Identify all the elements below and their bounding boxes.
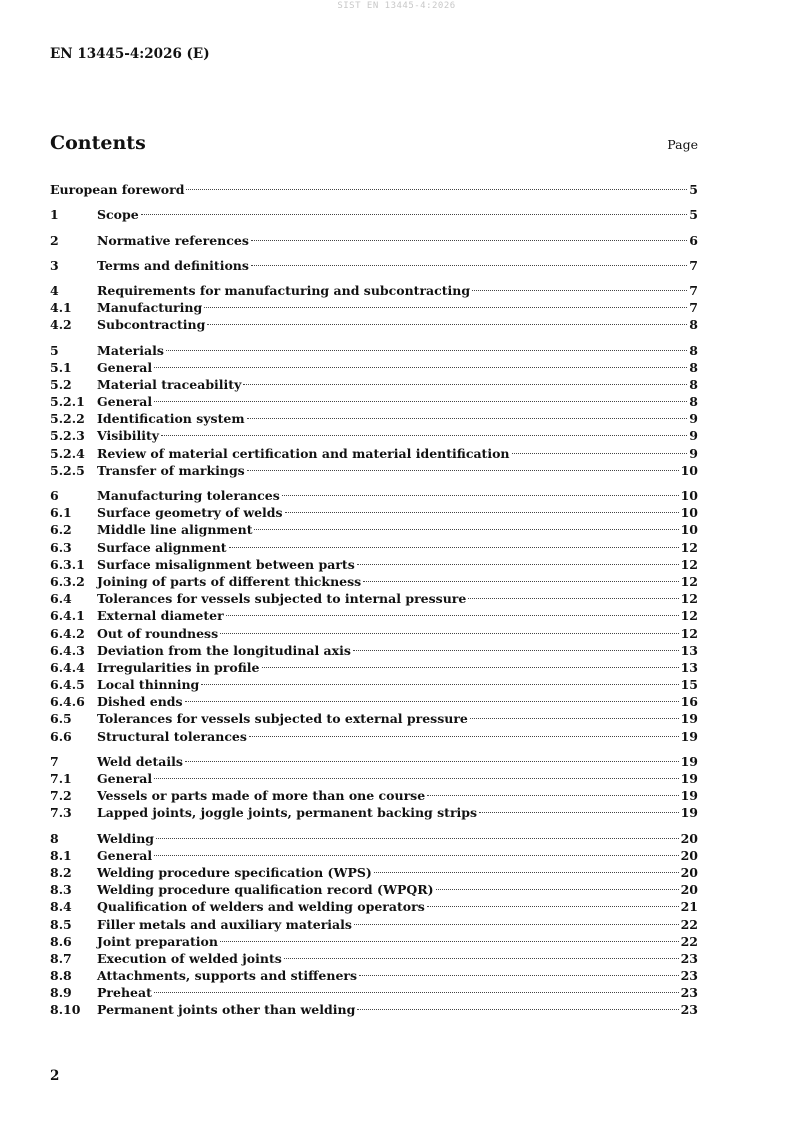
toc-entry-page: 22 [680, 916, 698, 932]
toc-entry-page: 19 [680, 805, 698, 821]
dot-leader [141, 197, 688, 215]
toc-entry-page: 12 [680, 608, 698, 624]
toc-entry-title: General [97, 359, 153, 375]
toc-entry-title: Subcontracting [97, 317, 206, 333]
toc-entry-title: Surface alignment [97, 539, 227, 555]
toc-entry-page: 6 [689, 232, 698, 248]
dot-leader [226, 598, 679, 616]
toc-entry-number: 8.1 [50, 847, 72, 863]
dot-leader [154, 975, 679, 993]
toc-entry-page: 7 [689, 282, 698, 298]
toc-entry-page: 7 [689, 300, 698, 316]
dot-leader [220, 615, 678, 633]
toc-entry-title: Tolerances for vessels subjected to internal pressure [97, 591, 467, 607]
toc-entry-title: Welding procedure qualification record (WPQR) [97, 882, 434, 898]
dot-leader [282, 478, 679, 496]
toc-entry-page: 8 [689, 359, 698, 375]
toc-entry-number: 8.6 [50, 933, 72, 949]
toc-entry-number: 7.1 [50, 771, 72, 786]
toc-entry-number: 3 [50, 257, 59, 273]
dot-leader [154, 761, 678, 779]
dot-leader [512, 435, 688, 453]
toc-entry-number: 6.3.2 [50, 573, 85, 589]
toc-entry-number: 5.2.3 [50, 428, 85, 444]
toc-entry-title: Weld details [97, 753, 183, 769]
toc-entry-number: 6.4 [50, 591, 72, 607]
toc-entry-number: 7 [50, 753, 59, 769]
toc-entry-number: 5.2.1 [50, 394, 85, 410]
dot-leader [472, 273, 687, 291]
toc-entry-number: 6.4.4 [50, 659, 85, 675]
toc-entry-page: 8 [689, 394, 698, 410]
toc-entry-title: Lapped joints, joggle joints, permanent backing strips [97, 805, 478, 821]
toc-entry-title: Manufacturing [97, 300, 203, 316]
toc-entry-page: 23 [680, 985, 698, 1001]
toc-entry-title: Materials [97, 342, 164, 358]
toc-entry-page: 8 [689, 317, 698, 333]
table-of-contents [50, 176, 698, 1018]
toc-entry-page: 20 [680, 847, 698, 863]
toc-entry-number: 8.5 [50, 916, 72, 932]
dot-leader [207, 307, 687, 325]
toc-entry-title: Welding procedure specification (WPS) [97, 864, 372, 880]
dot-leader [220, 924, 679, 942]
dot-leader [156, 820, 679, 838]
toc-entry-page: 23 [680, 950, 698, 966]
toc-entry-number: 7.3 [50, 805, 72, 821]
dot-leader [166, 332, 687, 350]
toc-entry-title: Identification system [97, 411, 245, 427]
toc-entry-number: 8.8 [50, 968, 72, 984]
toc-entry-number: 5 [50, 342, 59, 358]
toc-entry-number: 6.4.3 [50, 642, 85, 658]
toc-entry-page: 16 [680, 694, 698, 710]
toc-entry-title: Material traceability [97, 376, 242, 392]
toc-entry-page: 22 [680, 933, 698, 949]
toc-entry-page: 12 [680, 539, 698, 555]
toc-entry-title: Tolerances for vessels subjected to external pressure [97, 711, 468, 727]
dot-leader [254, 512, 678, 530]
toc-entry-page: 8 [689, 376, 698, 392]
toc-entry-number: 7.2 [50, 788, 72, 804]
toc-entry-title: Filler metals and auxiliary materials [97, 916, 352, 932]
dot-leader [479, 795, 679, 813]
dot-leader [363, 564, 678, 582]
dot-leader [154, 350, 687, 368]
dot-leader [427, 889, 679, 907]
dot-leader [249, 718, 679, 736]
dot-leader [154, 384, 687, 402]
toc-entry-title: General [97, 394, 153, 410]
toc-entry-title: Requirements for manufacturing and subcontracting [97, 282, 471, 298]
dot-leader [468, 581, 678, 599]
toc-entry-page: 23 [680, 968, 698, 984]
dot-leader [185, 744, 679, 762]
toc-entry-title: Review of material certification and material identification [97, 445, 510, 461]
toc-entry-number: 5.1 [50, 359, 72, 375]
toc-entry-title: Qualification of welders and welding operators [97, 899, 425, 915]
dot-leader [186, 172, 687, 190]
watermark-text: SIST EN 13445-4:2026 [337, 1, 456, 11]
toc-entry-page: 12 [680, 591, 698, 607]
toc-entry-page: 15 [680, 677, 698, 693]
toc-entry[interactable] [50, 226, 698, 248]
toc-entry-page: 21 [680, 899, 698, 915]
toc-entry-number: 8.4 [50, 899, 72, 915]
toc-entry-title: Vessels or parts made of more than one course [97, 788, 426, 804]
dot-leader [247, 401, 688, 419]
toc-entry-page: 9 [689, 411, 698, 427]
dot-leader [374, 855, 679, 873]
toc-entry-page: 12 [680, 573, 698, 589]
toc-entry-title: Local thinning [97, 677, 200, 693]
toc-entry-number: 6.4.2 [50, 625, 85, 641]
toc-entry-number: 6.3 [50, 539, 72, 555]
page-column-label: Page [667, 137, 698, 152]
dot-leader [251, 222, 687, 240]
toc-entry-title: Surface geometry of welds [97, 505, 283, 521]
toc-entry-page: 9 [689, 428, 698, 444]
toc-entry-page: 12 [680, 556, 698, 572]
toc-entry-title: Attachments, supports and stiffeners [97, 968, 358, 984]
toc-entry-title: General [97, 847, 153, 863]
toc-entry-page: 13 [680, 642, 698, 658]
toc-entry-page: 5 [689, 182, 698, 198]
toc-entry-title: Middle line alignment [97, 522, 253, 538]
toc-entry-page: 10 [680, 522, 698, 538]
toc-entry-page: 10 [680, 505, 698, 521]
dot-leader [229, 529, 679, 547]
dot-leader [201, 667, 678, 685]
dot-leader [357, 547, 679, 565]
toc-entry-page: 10 [680, 488, 698, 503]
dot-leader [284, 941, 679, 959]
dot-leader [353, 633, 679, 651]
toc-entry-number: 5.2.2 [50, 411, 85, 427]
dot-leader [161, 418, 687, 436]
toc-entry-title: Dished ends [97, 694, 183, 710]
toc-entry-number: 6.6 [50, 728, 72, 744]
dot-leader [285, 495, 679, 513]
toc-entry-title: General [97, 771, 153, 786]
toc-entry-number: 8 [50, 830, 59, 846]
toc-entry-title: Terms and definitions [97, 257, 249, 273]
toc-entry-title: Irregularities in profile [97, 659, 260, 675]
toc-entry-title: Permanent joints other than welding [97, 1002, 356, 1018]
toc-entry-page: 20 [680, 830, 698, 846]
toc-entry-number: 6.3.1 [50, 556, 85, 572]
dot-leader [154, 838, 678, 856]
contents-header [50, 132, 698, 154]
dot-leader [243, 367, 687, 385]
toc-entry-number: 6.2 [50, 522, 72, 538]
toc-entry-number: 4 [50, 282, 59, 298]
toc-entry-title: Deviation from the longitudinal axis [97, 642, 351, 658]
toc-entry[interactable] [50, 252, 698, 273]
toc-entry-number: 6 [50, 488, 59, 503]
dot-leader [185, 684, 679, 702]
toc-entry-page: 8 [689, 342, 698, 358]
toc-entry-title: Execution of welded joints [97, 950, 282, 966]
toc-entry-number: 5.2.4 [50, 445, 85, 461]
toc-entry-number: 4.1 [50, 300, 72, 316]
toc-entry-number: 8.9 [50, 985, 72, 1001]
footer-page-number: 2 [50, 1068, 60, 1084]
toc-entry-number: 8.2 [50, 864, 72, 880]
toc-entry-number: 5.2.5 [50, 462, 85, 478]
toc-entry-number: 4.2 [50, 317, 72, 333]
toc-entry-page: 19 [680, 753, 698, 769]
dot-leader [427, 778, 678, 796]
toc-entry-page: 23 [680, 1002, 698, 1018]
toc-entry-title: Joining of parts of different thickness [97, 573, 362, 589]
toc-entry-page: 13 [680, 659, 698, 675]
dot-leader [357, 992, 678, 1010]
dot-leader [204, 290, 687, 308]
toc-entry[interactable] [50, 201, 698, 223]
toc-entry-page: 9 [689, 445, 698, 461]
toc-entry-page: 19 [680, 711, 698, 727]
toc-entry-title: External diameter [97, 608, 224, 624]
toc-entry-title: Visibility [97, 428, 160, 444]
toc-entry-title: Preheat [97, 985, 152, 1001]
toc-entry-page: 7 [689, 257, 698, 273]
dot-leader [470, 701, 679, 719]
dot-leader [251, 248, 687, 266]
toc-entry-number: 8.3 [50, 882, 72, 898]
toc-entry-title: Transfer of markings [97, 462, 245, 478]
toc-entry-number: 5.2 [50, 376, 72, 392]
dot-leader [354, 906, 679, 924]
toc-entry-page: 19 [680, 771, 698, 786]
toc-entry-page: 19 [680, 728, 698, 744]
toc-entry-title: Scope [97, 207, 139, 223]
toc-entry-title: Manufacturing tolerances [97, 488, 280, 503]
dot-leader [436, 872, 679, 890]
toc-entry-number: 6.1 [50, 505, 72, 521]
toc-entry-page: 12 [680, 625, 698, 641]
toc-entry-number: 6.4.6 [50, 694, 85, 710]
toc-entry-number: 1 [50, 207, 59, 223]
toc-entry-number: 8.10 [50, 1002, 81, 1018]
dot-leader [262, 650, 679, 668]
document-identifier: EN 13445-4:2026 (E) [50, 46, 210, 62]
toc-entry-title: Surface misalignment between parts [97, 556, 355, 572]
contents-title: Contents [50, 132, 146, 154]
toc-entry[interactable] [50, 176, 698, 198]
toc-entry-page: 20 [680, 864, 698, 880]
toc-entry-number: 2 [50, 232, 59, 248]
toc-entry-number: 6.4.5 [50, 677, 85, 693]
toc-entry-page: 10 [680, 462, 698, 478]
toc-entry-title: Structural tolerances [97, 728, 247, 744]
toc-entry-number: 6.5 [50, 711, 72, 727]
toc-entry-page: 20 [680, 882, 698, 898]
toc-entry-page: 5 [689, 207, 698, 223]
toc-entry-number: 6.4.1 [50, 608, 85, 624]
dot-leader [247, 453, 679, 471]
toc-entry-page: 19 [680, 788, 698, 804]
toc-entry-title: Out of roundness [97, 625, 219, 641]
toc-entry-title: Normative references [97, 232, 249, 248]
dot-leader [359, 958, 679, 976]
toc-entry-number: 8.7 [50, 950, 72, 966]
toc-entry-title: Joint preparation [97, 933, 218, 949]
toc-entry-title: European foreword [50, 182, 185, 198]
toc-entry-title: Welding [97, 830, 155, 846]
